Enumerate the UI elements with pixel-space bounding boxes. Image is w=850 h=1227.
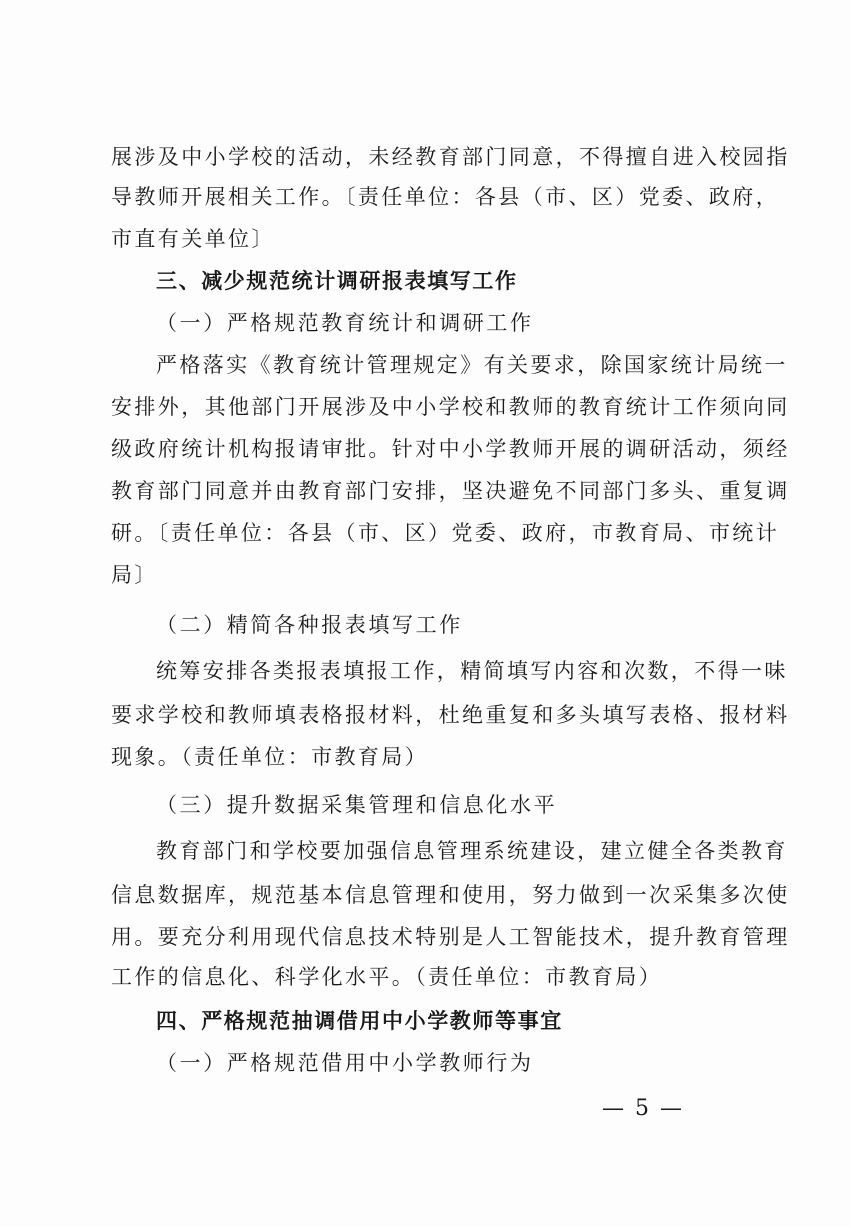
subsection-heading: （三）提升数据采集管理和信息化水平 xyxy=(156,793,558,817)
body-text-line: 导教师开展相关工作。〔责任单位：各县（市、区）党委、政府， xyxy=(111,185,780,209)
body-text-line: 展涉及中小学校的活动，未经教育部门同意，不得擅自进入校园指 xyxy=(111,145,790,169)
body-text-line: 现象。（责任单位：市教育局） xyxy=(111,745,429,769)
body-text-line: 信息数据库，规范基本信息管理和使用，努力做到一次采集多次使 xyxy=(111,883,790,907)
body-text-line: 教育部门同意并由教育部门安排，坚决避免不同部门多头、重复调 xyxy=(111,479,790,503)
subsection-heading: （一）严格规范借用中小学教师行为 xyxy=(156,1051,534,1075)
body-text-line: 要求学校和教师填表格报材料，杜绝重复和多头填写表格、报材料 xyxy=(111,703,790,727)
page-number: — 5 — xyxy=(602,1096,684,1121)
body-text-line: 统筹安排各类报表填报工作，精简填写内容和次数，不得一味 xyxy=(156,659,788,683)
body-text-line: 用。要充分利用现代信息技术特别是人工智能技术，提升教育管理 xyxy=(111,925,790,949)
body-text-line: 局〕 xyxy=(111,563,158,587)
section-heading-4: 四、严格规范抽调借用中小学教师等事宜 xyxy=(156,1009,563,1033)
body-text-line: 研。〔责任单位：各县（市、区）党委、政府，市教育局、市统计 xyxy=(111,521,780,545)
body-text-line: 安排外，其他部门开展涉及中小学校和教师的教育统计工作须向同 xyxy=(111,395,790,419)
body-text-line: 工作的信息化、科学化水平。（责任单位：市教育局） xyxy=(111,965,663,989)
body-text-line: 严格落实《教育统计管理规定》有关要求，除国家统计局统一 xyxy=(156,353,788,377)
body-text-line: 市直有关单位〕 xyxy=(111,227,275,251)
subsection-heading: （二）精简各种报表填写工作 xyxy=(156,613,463,637)
subsection-heading: （一）严格规范教育统计和调研工作 xyxy=(156,311,534,335)
section-heading-3: 三、减少规范统计调研报表填写工作 xyxy=(156,269,518,293)
body-text-line: 教育部门和学校要加强信息管理系统建设，建立健全各类教育 xyxy=(156,839,788,863)
body-text-line: 级政府统计机构报请审批。针对中小学教师开展的调研活动，须经 xyxy=(111,437,790,461)
